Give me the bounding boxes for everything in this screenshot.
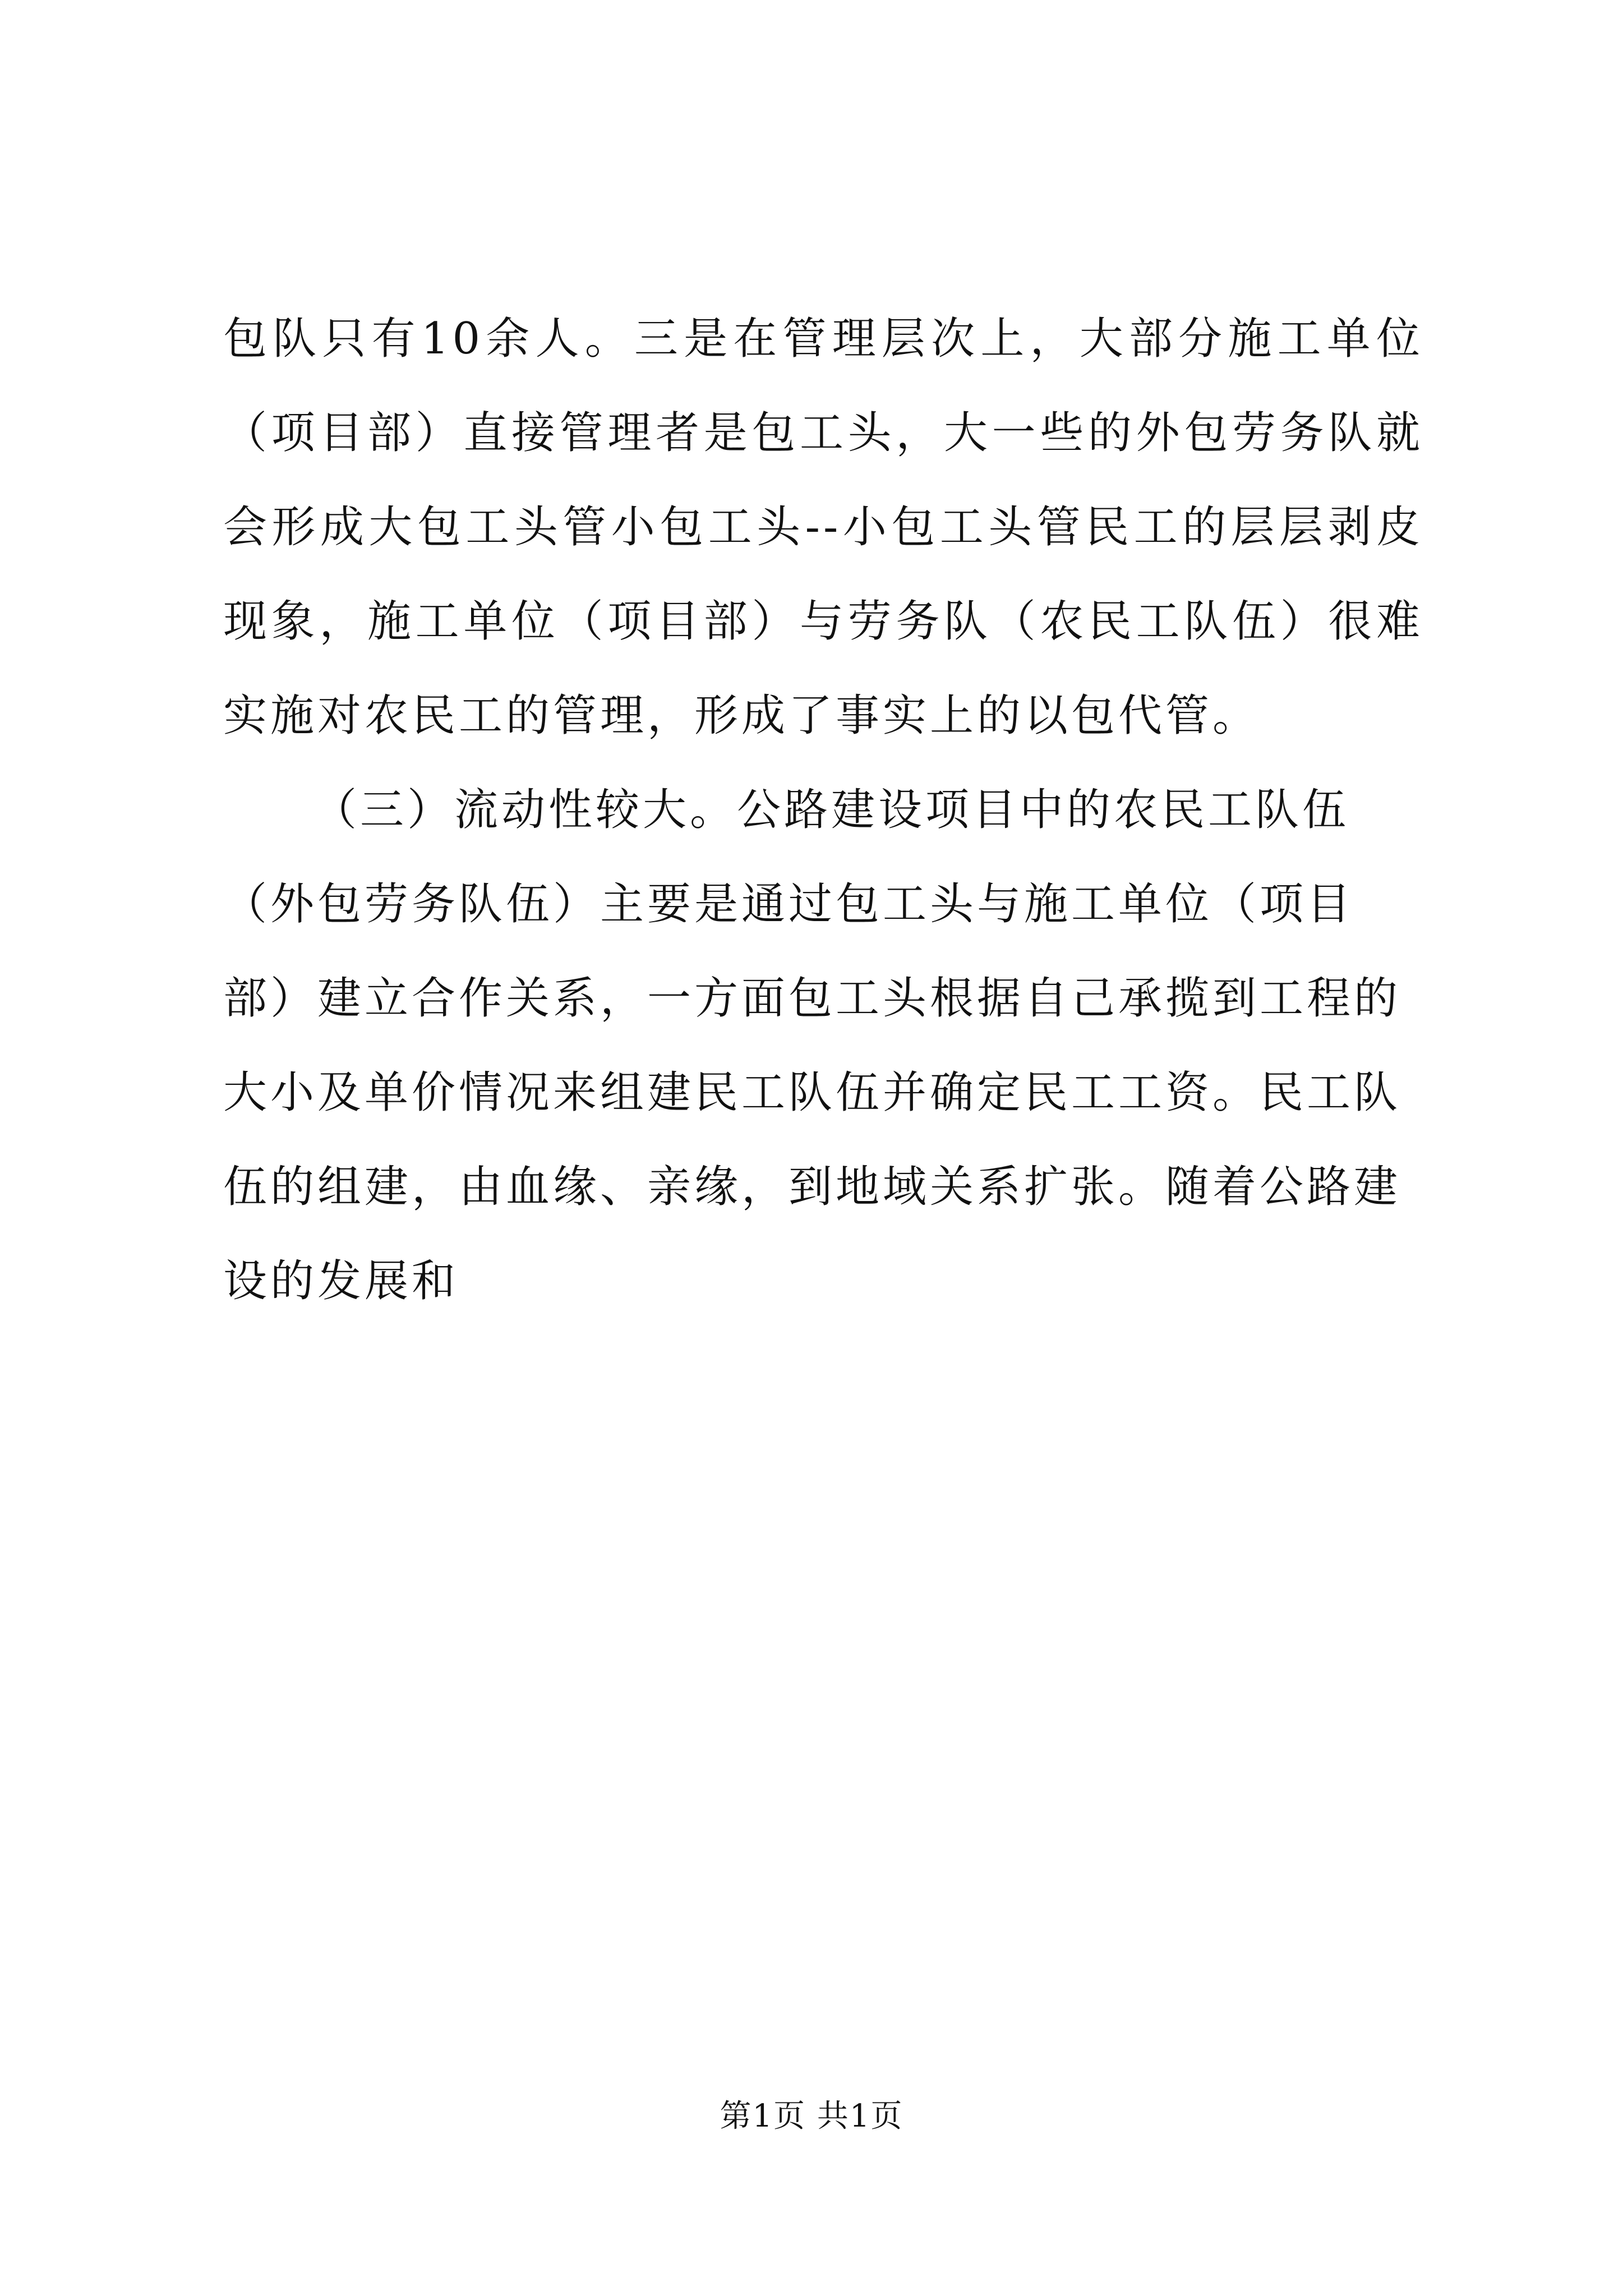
page-number-footer: 第1页 共1页 (720, 2098, 903, 2134)
paragraph-continued: 包队只有10余人。三是在管理层次上，大部分施工单位（项目部）直接管理者是包工头，大一些的外包劳务队就会形成大包工头管小包工头--小包工头管民工的层层剥皮现象，施工单位（项目部）与劳务队（农民工队伍）很难实施对农民工的管理，形成了事实上的以包代管。 (223, 314, 1423, 741)
paragraph-section-three: （三）流动性较大。公路建设项目中的农民工队伍（外包劳务队伍）主要是通过包工头与施工单位（项目部）建立合作关系，一方面包工头根据自己承揽到工程的大小及单价情况来组建民工队伍并确定民工工资。民工队伍的组建，由血缘、亲缘，到地域关系扩张。随着公路建设的发展和 (223, 785, 1401, 1306)
document-body (223, 292, 1423, 1328)
